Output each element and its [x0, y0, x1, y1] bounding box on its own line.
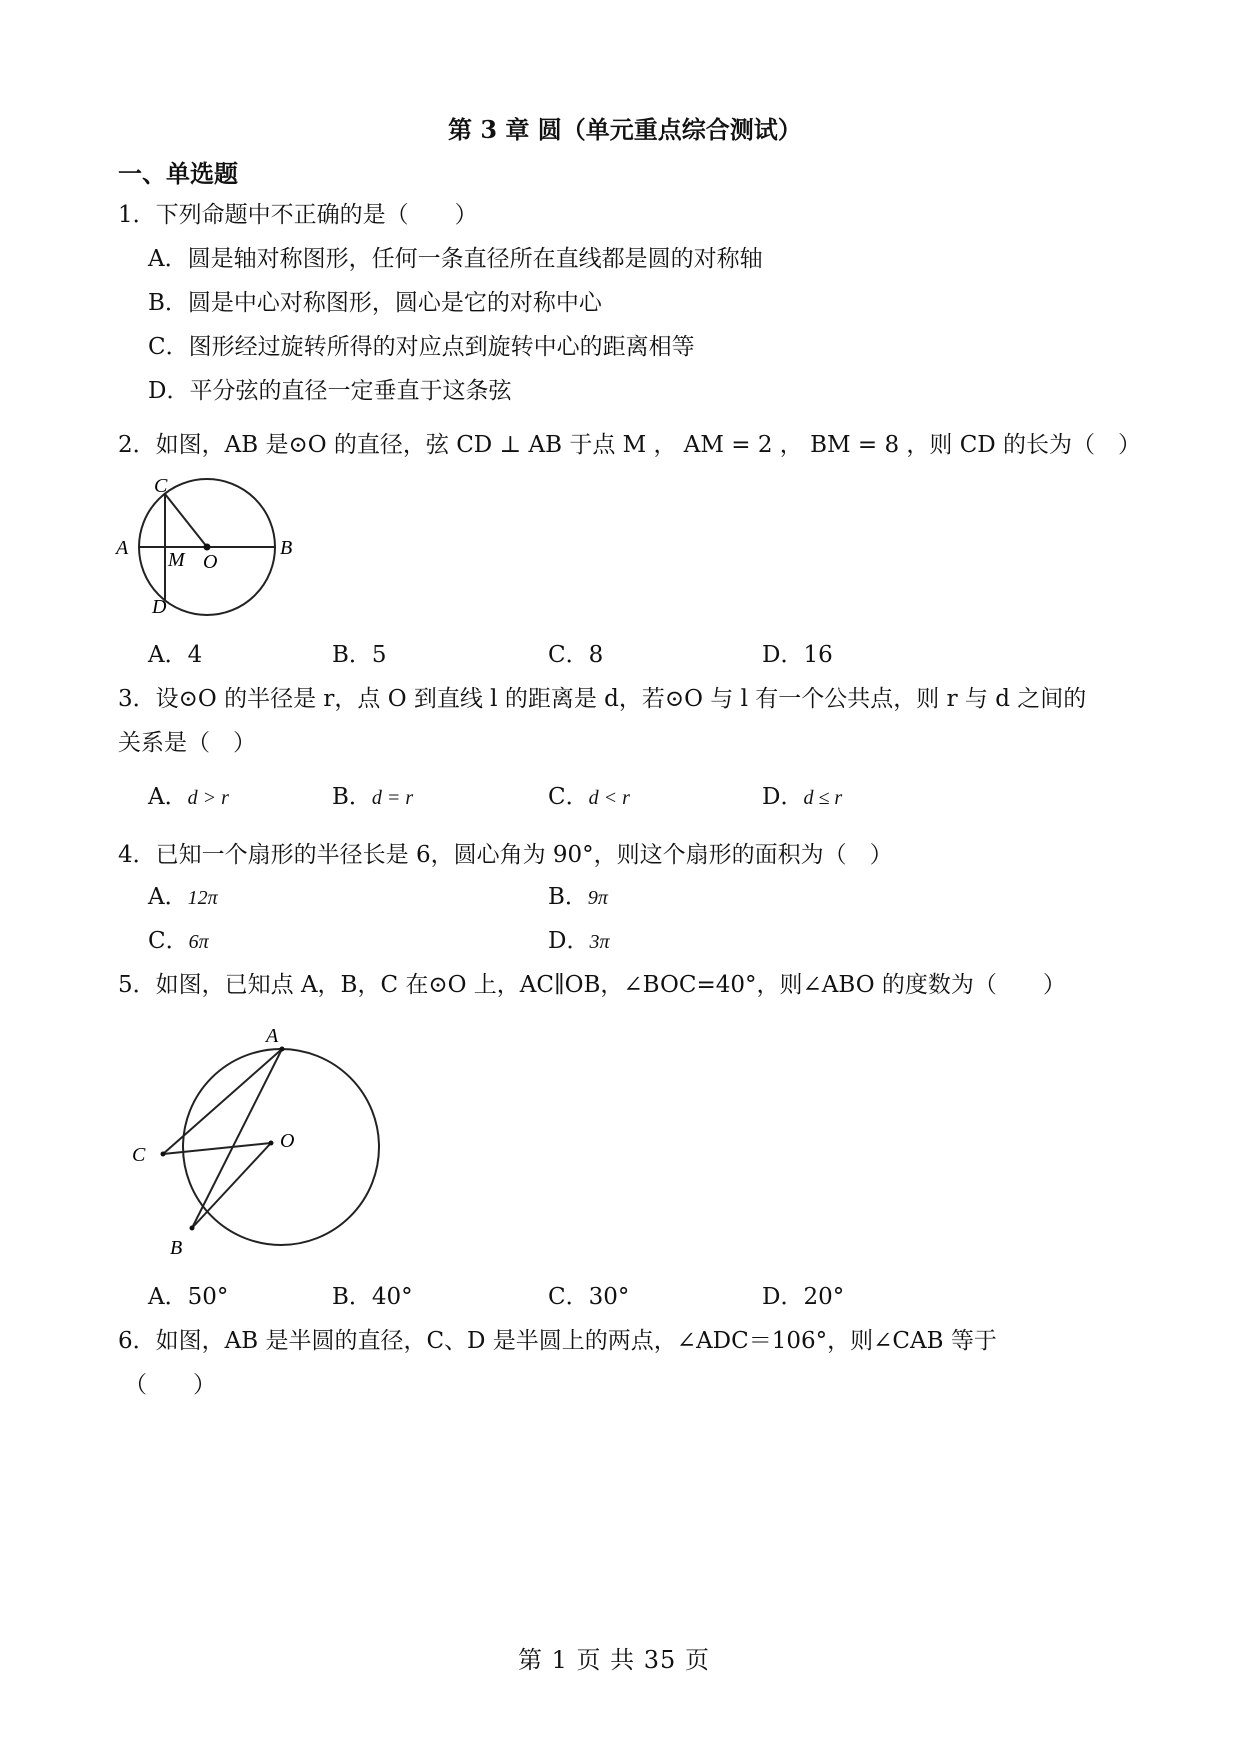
question-2-figure: [110, 470, 310, 630]
question-5-option-a: A．50°: [148, 1284, 229, 1310]
question-1-option-a: A．圆是轴对称图形，任何一条直径所在直线都是圆的对称轴: [148, 246, 763, 272]
question-1-stem: 1．下列命题中不正确的是（ ）: [118, 202, 478, 228]
q5-label-c: C: [132, 1144, 146, 1166]
option-expression: 9π: [587, 887, 608, 909]
question-1-option-c: C．图形经过旋转所得的对应点到旋转中心的距离相等: [148, 334, 695, 360]
option-expression: 3π: [589, 931, 610, 953]
option-letter: D．: [762, 784, 804, 810]
q5-label-o: O: [280, 1130, 295, 1152]
question-4-option-a: [148, 878, 218, 911]
question-6-stem-line-1: 6．如图，AB 是半圆的直径，C、D 是半圆上的两点，∠ADC＝106°，则∠CAB 等于: [118, 1328, 997, 1354]
q5-chord-ab: [192, 1049, 282, 1228]
q5-point-o: [269, 1141, 274, 1146]
question-5-option-c: C．30°: [548, 1284, 630, 1310]
question-4-option-d: [548, 922, 609, 955]
q2-center-point: [204, 544, 211, 551]
q5-label-b: B: [170, 1237, 183, 1259]
question-2-option-c: C．8: [548, 642, 604, 668]
option-letter: A．: [148, 784, 188, 810]
q2-label-c: C: [154, 475, 168, 497]
question-5-figure: [120, 1018, 400, 1288]
question-3-option-a: [148, 778, 229, 811]
option-expression: d ≤ r: [803, 787, 843, 809]
option-expression: 6π: [188, 931, 209, 953]
option-expression: 12π: [187, 887, 218, 909]
q5-chord-ac: [163, 1049, 282, 1154]
option-expression: d < r: [588, 787, 630, 809]
q5-segment-bo: [192, 1143, 271, 1228]
q2-label-b: B: [280, 537, 293, 559]
option-letter: B．: [548, 884, 588, 910]
question-2-option-a: A．4: [148, 642, 203, 668]
q2-label-a: A: [116, 537, 129, 559]
question-1-option-b: B．圆是中心对称图形，圆心是它的对称中心: [148, 290, 602, 316]
option-letter: A．: [148, 884, 188, 910]
question-5-option-b: B．40°: [332, 1284, 413, 1310]
question-3-option-d: [762, 778, 842, 811]
question-5-stem: 5．如图，已知点 A，B，C 在⊙O 上，AC∥OB，∠BOC=40°，则∠ABO 的度数为（ ）: [118, 972, 1066, 998]
question-2-stem: 2．如图，AB 是⊙O 的直径，弦 CD ⊥ AB 于点 M ， AM = 2 ， BM = 8 ，则 CD 的长为（ ）: [118, 432, 1142, 458]
question-3-option-c: [548, 778, 630, 811]
q5-label-a: A: [266, 1025, 279, 1047]
option-expression: d = r: [371, 787, 414, 809]
question-3-stem-line-2: 关系是（ ）: [118, 730, 256, 756]
question-4-option-c: [148, 922, 209, 955]
question-2-option-d: D．16: [762, 642, 833, 668]
q5-point-a: [280, 1047, 285, 1052]
question-6-stem-line-2: （ ）: [124, 1372, 216, 1398]
question-3-stem-line-1: 3．设⊙O 的半径是 r，点 O 到直线 l 的距离是 d，若⊙O 与 l 有一个公共点，则 r 与 d 之间的: [118, 686, 1087, 712]
question-4-option-b: [548, 878, 608, 911]
question-2-option-b: B．5: [332, 642, 387, 668]
q5-point-c: [161, 1152, 166, 1157]
q2-label-o: O: [203, 551, 218, 573]
question-5-option-d: D．20°: [762, 1284, 845, 1310]
q2-label-m: M: [168, 549, 185, 571]
question-4-stem: 4．已知一个扇形的半径长是 6，圆心角为 90°，则这个扇形的面积为（ ）: [118, 842, 893, 868]
option-letter: B．: [332, 784, 372, 810]
q5-point-b: [190, 1226, 195, 1231]
q2-label-d: D: [152, 596, 167, 618]
q5-segment-co: [163, 1143, 271, 1154]
q2-segment-co: [165, 494, 207, 547]
page-footer: 第 1 页 共 35 页: [518, 1646, 710, 1674]
section-heading: 一、单选题: [118, 159, 238, 188]
page-title: 第 3 章 圆（单元重点综合测试）: [448, 115, 802, 144]
question-3-option-b: [332, 778, 413, 811]
option-letter: C．: [148, 928, 189, 954]
question-1-option-d: D．平分弦的直径一定垂直于这条弦: [148, 378, 512, 404]
option-letter: C．: [548, 784, 589, 810]
option-expression: d > r: [187, 787, 229, 809]
option-letter: D．: [548, 928, 590, 954]
